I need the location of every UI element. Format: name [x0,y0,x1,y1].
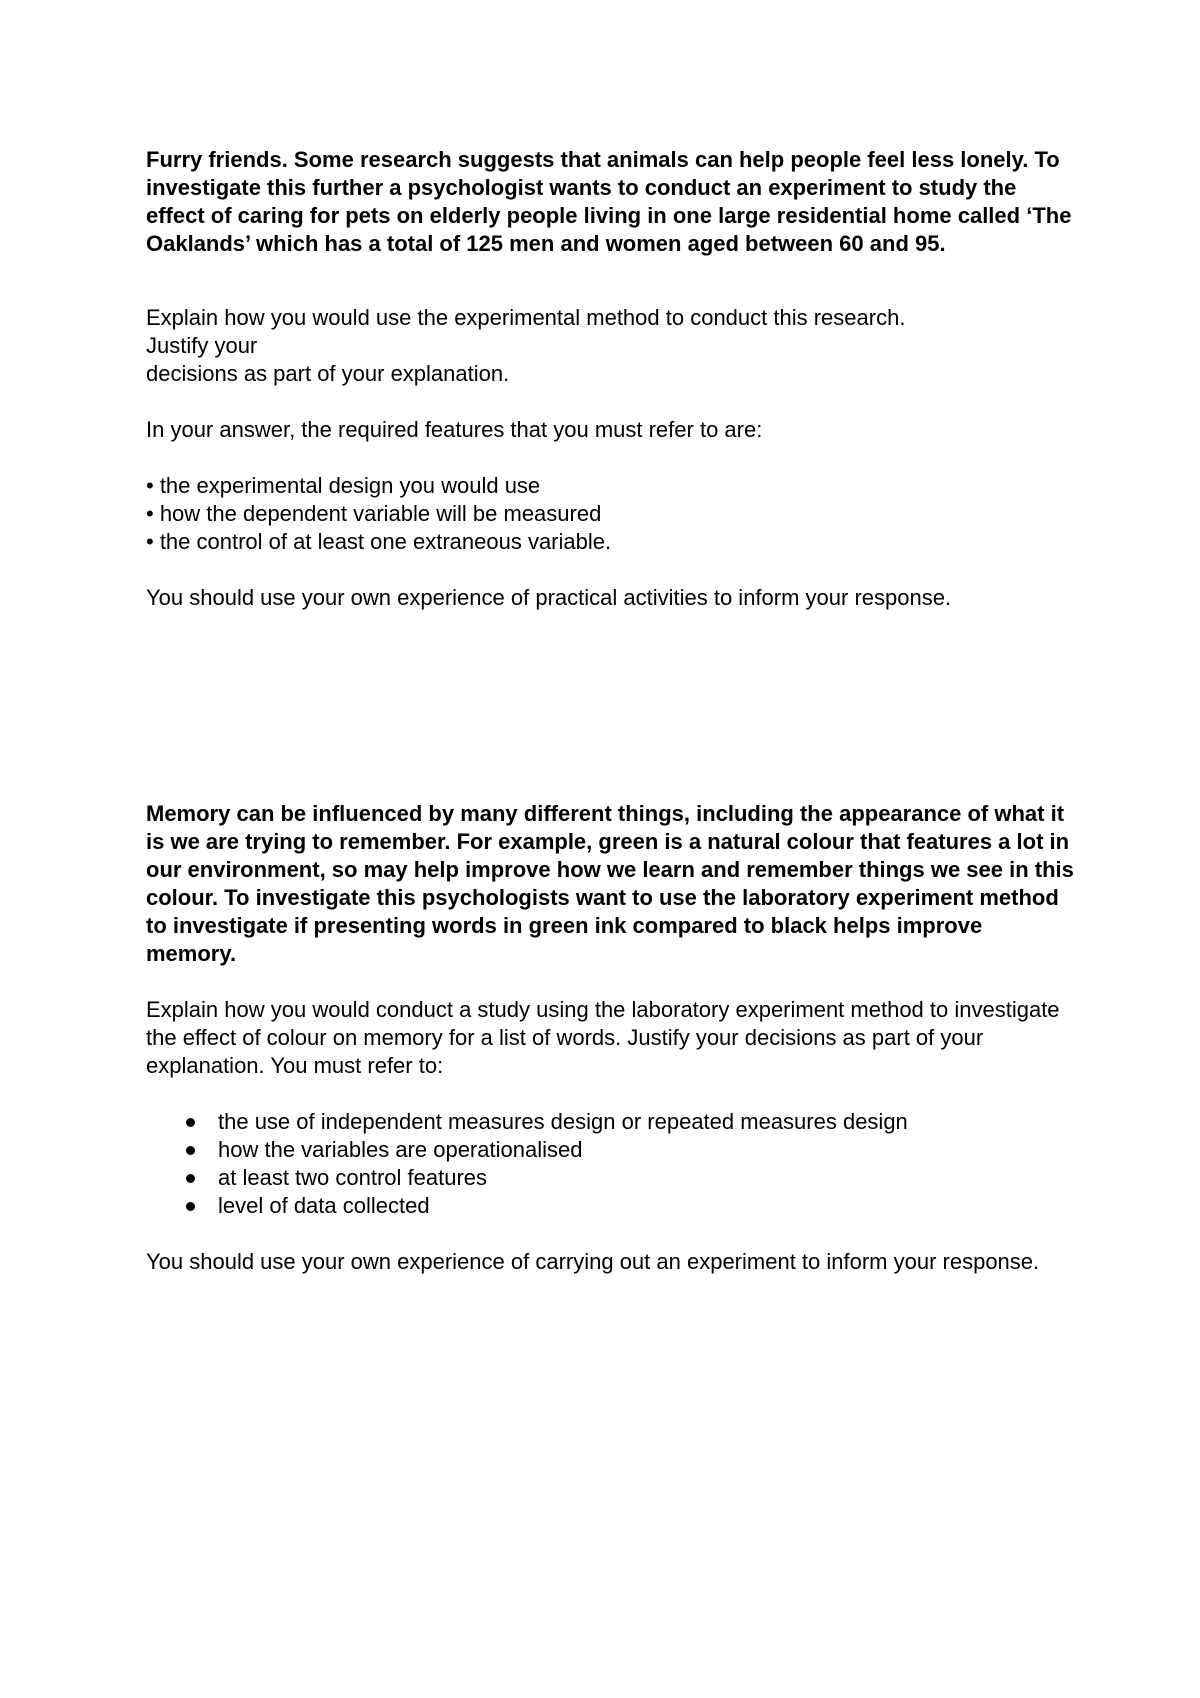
question-1-task-line: Justify your [146,333,258,358]
question-1-features-list [146,472,1076,556]
list-item [146,1164,1076,1192]
question-1-task [146,304,1076,388]
spacer [146,258,1076,304]
bullet-icon [186,1174,195,1183]
list-item [146,1136,1076,1164]
list-item-text: how the variables are operationalised [218,1137,583,1162]
question-2 [146,800,1076,1276]
question-1 [146,146,1076,612]
list-item: • the experimental design you would use [146,473,541,498]
spacer [146,388,1076,416]
list-item: • how the dependent variable will be measured [146,501,602,526]
question-1-task-line: decisions as part of your explanation. [146,361,510,386]
spacer [146,444,1076,472]
list-item [146,1108,1076,1136]
question-2-intro: Memory can be influenced by many different things, including the appearance of what it is we are trying to remember. For example, green is a natural colour that features a lot in our environment, so may help improve how we learn and remember things we see in this colour. To investigate this psychologists want to use the laboratory experiment method to investigate if presenting words in green ink compared to black helps improve memory. [146,801,1074,966]
list-item [146,1192,1076,1220]
question-2-task: Explain how you would conduct a study using the laboratory experiment method to investigate the effect of colour on memory for a list of words. Justify your decisions as part of your explanation. You must refer to: [146,997,1060,1078]
bullet-icon [186,1118,195,1127]
list-item-text: the use of independent measures design or repeated measures design [218,1109,908,1134]
list-item-text: level of data collected [218,1193,430,1218]
question-1-intro: Furry friends. Some research suggests that animals can help people feel less lonely. To investigate this further a psychologist wants to conduct an experiment to study the effect of caring for pets on elderly people living in one large residential home called ‘The Oaklands’ which has a total of 125 men and women aged between 60 and 95. [146,147,1072,256]
question-1-features-lead: In your answer, the required features that you must refer to are: [146,417,763,442]
question-1-closing: You should use your own experience of practical activities to inform your response. [146,585,952,610]
list-item: • the control of at least one extraneous variable. [146,529,612,554]
list-item-text: at least two control features [218,1165,488,1190]
question-2-closing: You should use your own experience of carrying out an experiment to inform your response. [146,1249,1040,1274]
bullet-icon [186,1202,195,1211]
spacer [146,1080,1076,1108]
spacer [146,1220,1076,1248]
spacer [146,968,1076,996]
question-2-points-list [146,1108,1076,1220]
question-1-task-line: Explain how you would use the experimental method to conduct this research. [146,305,906,330]
bullet-icon [186,1146,195,1155]
spacer [146,556,1076,584]
